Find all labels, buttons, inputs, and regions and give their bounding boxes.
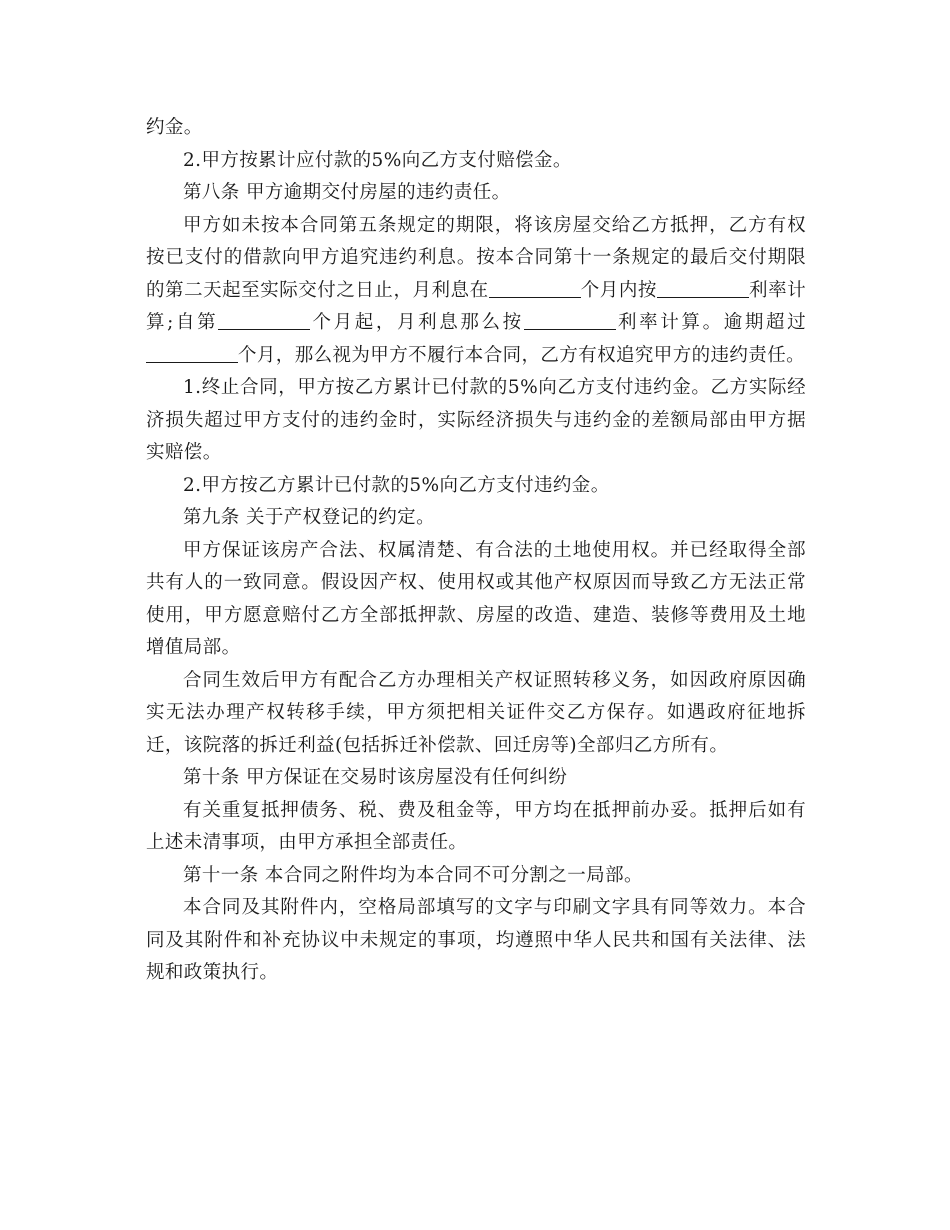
fill-blank-overdue-months[interactable] [146,342,238,363]
fill-blank-rate-2[interactable] [524,309,616,330]
article-8-text-e: 利率计算。逾期超过 [615,312,806,333]
article-8-text-b: 个月内按 [580,279,657,301]
article-8-heading: 第八条 甲方逾期交付房屋的违约责任。 [183,182,511,203]
article-11-heading: 第十一条 本合同之附件均为本合同不可分割之一局部。 [183,864,643,886]
contract-body [146,112,806,990]
fill-blank-months-1[interactable] [489,277,581,298]
article-8-text-d: 个月起，月利息那么按 [310,312,524,333]
article-8-text-f: 个月，那么视为甲方不履行本合同，乙方有权追究甲方的违约责任。 [238,344,806,366]
article-8-text-c: 利率计算;自第 [146,279,807,333]
article-8-body [146,210,806,373]
clause-item-compensation: 2.甲方按累计应付款的5%向乙方支付赔偿金。 [183,149,572,171]
fill-blank-rate-1[interactable] [657,277,749,298]
article-10-heading: 第十条 甲方保证在交易时该房屋没有任何纠纷 [183,767,568,788]
article-10-body: 有关重复抵押债务、税、费及租金等，甲方均在抵押前办妥。抵押后如有上述未清事项，由甲方承担全部责任。 [146,799,806,853]
paragraph-continuation: 约金。 [146,117,203,138]
article-11-body: 本合同及其附件内，空格局部填写的文字与印刷文字具有同等效力。本合同及其附件和补充协议中未规定的事项，均遵照中华人民共和国有关法律、法规和政策执行。 [146,897,806,983]
article-9-body-2: 合同生效后甲方有配合乙方办理相关产权证照转移义务，如因政府原因确实无法办理产权转移手续，甲方须把相关证件交乙方保存。如遇政府征地拆迁，该院落的拆迁利益(包括拆迁补偿款、回迁房等)全部归乙方所有。 [146,669,806,756]
clause-item-penalty: 2.甲方按乙方累计已付款的5%向乙方支付违约金。 [183,474,610,496]
fill-blank-month-start[interactable] [218,309,310,330]
article-9-body-1: 甲方保证该房产合法、权属清楚、有合法的土地使用权。并已经取得全部共有人的一致同意。假设因产权、使用权或其他产权原因而导致乙方无法正常使用，甲方愿意赔付乙方全部抵押款、房屋的改造、建造、装修等费用及土地增值局部。 [146,539,806,658]
article-9-heading: 第九条 关于产权登记的约定。 [183,507,435,528]
clause-item-termination: 1.终止合同，甲方按乙方累计已付款的5%向乙方支付违约金。乙方实际经济损失超过甲方支付的违约金时，实际经济损失与违约金的差额局部由甲方据实赔偿。 [146,377,806,463]
article-8-text-a: 甲方如未按本合同第五条规定的期限，将该房屋交给乙方抵押，乙方有权按已支付的借款向甲方追究违约利息。按本合同第十一条规定的最后交付期限的第二天起至实际交付之日止，月利息在 [146,214,806,301]
